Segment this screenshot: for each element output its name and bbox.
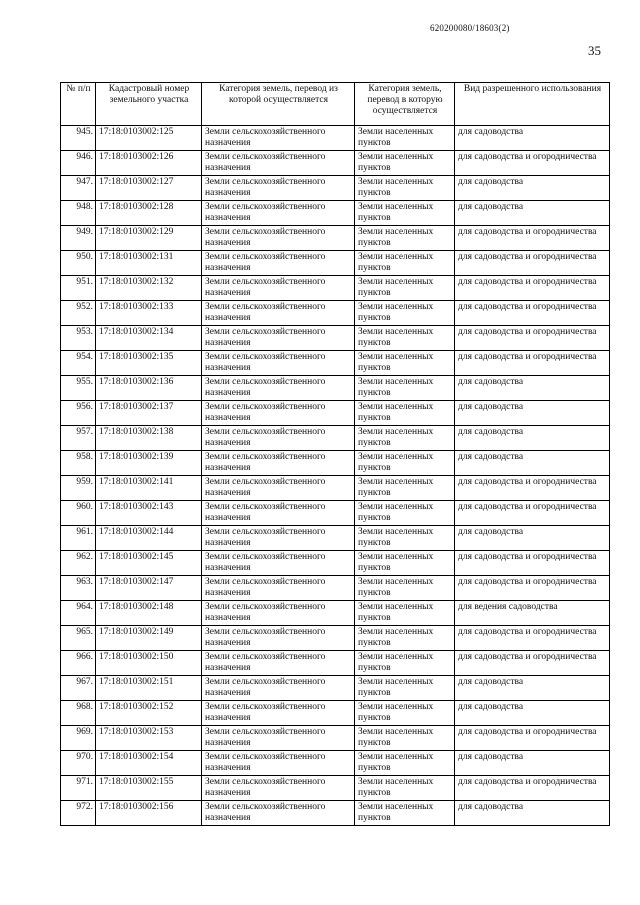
- category-from: Земли сельскохозяйственного назначения: [202, 651, 355, 676]
- category-from: Земли сельскохозяйственного назначения: [202, 401, 355, 426]
- category-to: Земли населенных пунктов: [355, 476, 455, 501]
- category-to: Земли населенных пунктов: [355, 526, 455, 551]
- row-number: 966.: [61, 651, 96, 676]
- row-number: 959.: [61, 476, 96, 501]
- permitted-use: для садоводства: [455, 676, 610, 701]
- category-to: Земли населенных пунктов: [355, 251, 455, 276]
- category-from: Земли сельскохозяйственного назначения: [202, 676, 355, 701]
- table-body: [61, 126, 610, 826]
- category-to: Земли населенных пунктов: [355, 501, 455, 526]
- row-number: 948.: [61, 201, 96, 226]
- row-number: 945.: [61, 126, 96, 151]
- category-from: Земли сельскохозяйственного назначения: [202, 501, 355, 526]
- category-from: Земли сельскохозяйственного назначения: [202, 751, 355, 776]
- table-row: [61, 576, 610, 601]
- permitted-use: для садоводства и огородничества: [455, 651, 610, 676]
- permitted-use: для садоводства: [455, 201, 610, 226]
- table-row: [61, 376, 610, 401]
- cadastral-number: 17:18:0103002:133: [96, 301, 202, 326]
- table-row: [61, 176, 610, 201]
- table-row: [61, 776, 610, 801]
- header-number: № п/п: [61, 83, 96, 126]
- permitted-use: для садоводства: [455, 401, 610, 426]
- table-row: [61, 276, 610, 301]
- category-from: Земли сельскохозяйственного назначения: [202, 701, 355, 726]
- cadastral-number: 17:18:0103002:135: [96, 351, 202, 376]
- category-from: Земли сельскохозяйственного назначения: [202, 226, 355, 251]
- cadastral-number: 17:18:0103002:141: [96, 476, 202, 501]
- category-to: Земли населенных пунктов: [355, 201, 455, 226]
- permitted-use: для садоводства и огородничества: [455, 226, 610, 251]
- permitted-use: для садоводства и огородничества: [455, 251, 610, 276]
- permitted-use: для садоводства: [455, 526, 610, 551]
- category-from: Земли сельскохозяйственного назначения: [202, 326, 355, 351]
- permitted-use: для садоводства и огородничества: [455, 551, 610, 576]
- table-row: [61, 451, 610, 476]
- table-row: [61, 476, 610, 501]
- table-row: [61, 126, 610, 151]
- permitted-use: для садоводства и огородничества: [455, 301, 610, 326]
- category-to: Земли населенных пунктов: [355, 601, 455, 626]
- table-row: [61, 201, 610, 226]
- permitted-use: для садоводства: [455, 451, 610, 476]
- category-to: Земли населенных пунктов: [355, 426, 455, 451]
- row-number: 964.: [61, 601, 96, 626]
- category-from: Земли сельскохозяйственного назначения: [202, 776, 355, 801]
- header-permitted-use: Вид разрешенного использования: [455, 83, 610, 126]
- category-to: Земли населенных пунктов: [355, 126, 455, 151]
- row-number: 963.: [61, 576, 96, 601]
- row-number: 971.: [61, 776, 96, 801]
- table-row: [61, 651, 610, 676]
- category-from: Земли сельскохозяйственного назначения: [202, 451, 355, 476]
- table-row: [61, 301, 610, 326]
- table-row: [61, 251, 610, 276]
- row-number: 967.: [61, 676, 96, 701]
- table-row: [61, 151, 610, 176]
- cadastral-number: 17:18:0103002:131: [96, 251, 202, 276]
- table-row: [61, 726, 610, 751]
- table-header-row: [61, 83, 610, 126]
- cadastral-number: 17:18:0103002:126: [96, 151, 202, 176]
- permitted-use: для садоводства: [455, 376, 610, 401]
- permitted-use: для садоводства: [455, 801, 610, 826]
- category-to: Земли населенных пунктов: [355, 301, 455, 326]
- category-to: Земли населенных пунктов: [355, 726, 455, 751]
- category-to: Земли населенных пунктов: [355, 351, 455, 376]
- land-plot-table: [60, 82, 610, 826]
- cadastral-number: 17:18:0103002:153: [96, 726, 202, 751]
- row-number: 956.: [61, 401, 96, 426]
- table-row: [61, 626, 610, 651]
- table-row: [61, 676, 610, 701]
- permitted-use: для садоводства: [455, 751, 610, 776]
- header-cadastral-number: Кадастровый номер земельного участка: [96, 83, 202, 126]
- permitted-use: для садоводства: [455, 426, 610, 451]
- cadastral-number: 17:18:0103002:149: [96, 626, 202, 651]
- category-to: Земли населенных пунктов: [355, 376, 455, 401]
- row-number: 953.: [61, 326, 96, 351]
- category-from: Земли сельскохозяйственного назначения: [202, 351, 355, 376]
- category-from: Земли сельскохозяйственного назначения: [202, 301, 355, 326]
- category-from: Земли сельскохозяйственного назначения: [202, 551, 355, 576]
- table-row: [61, 226, 610, 251]
- table-row: [61, 601, 610, 626]
- cadastral-number: 17:18:0103002:138: [96, 426, 202, 451]
- category-to: Земли населенных пунктов: [355, 451, 455, 476]
- cadastral-number: 17:18:0103002:144: [96, 526, 202, 551]
- row-number: 961.: [61, 526, 96, 551]
- permitted-use: для садоводства и огородничества: [455, 576, 610, 601]
- row-number: 965.: [61, 626, 96, 651]
- category-to: Земли населенных пунктов: [355, 401, 455, 426]
- category-from: Земли сельскохозяйственного назначения: [202, 726, 355, 751]
- permitted-use: для садоводства и огородничества: [455, 501, 610, 526]
- category-from: Земли сельскохозяйственного назначения: [202, 426, 355, 451]
- cadastral-number: 17:18:0103002:132: [96, 276, 202, 301]
- category-to: Земли населенных пунктов: [355, 576, 455, 601]
- category-from: Земли сельскохозяйственного назначения: [202, 801, 355, 826]
- cadastral-number: 17:18:0103002:127: [96, 176, 202, 201]
- row-number: 946.: [61, 151, 96, 176]
- permitted-use: для садоводства: [455, 701, 610, 726]
- permitted-use: для садоводства и огородничества: [455, 276, 610, 301]
- cadastral-number: 17:18:0103002:134: [96, 326, 202, 351]
- permitted-use: для садоводства и огородничества: [455, 776, 610, 801]
- row-number: 960.: [61, 501, 96, 526]
- permitted-use: для садоводства и огородничества: [455, 151, 610, 176]
- category-to: Земли населенных пунктов: [355, 176, 455, 201]
- row-number: 951.: [61, 276, 96, 301]
- table-row: [61, 426, 610, 451]
- header-category-to: Категория земель, перевод в которую осуществляется: [355, 83, 455, 126]
- table-row: [61, 326, 610, 351]
- cadastral-number: 17:18:0103002:152: [96, 701, 202, 726]
- table-row: [61, 526, 610, 551]
- table-row: [61, 801, 610, 826]
- permitted-use: для садоводства и огородничества: [455, 351, 610, 376]
- row-number: 949.: [61, 226, 96, 251]
- cadastral-number: 17:18:0103002:125: [96, 126, 202, 151]
- category-to: Земли населенных пунктов: [355, 226, 455, 251]
- cadastral-number: 17:18:0103002:155: [96, 776, 202, 801]
- category-to: Земли населенных пунктов: [355, 776, 455, 801]
- table-row: [61, 701, 610, 726]
- permitted-use: для садоводства и огородничества: [455, 476, 610, 501]
- row-number: 970.: [61, 751, 96, 776]
- permitted-use: для садоводства: [455, 126, 610, 151]
- category-to: Земли населенных пунктов: [355, 151, 455, 176]
- category-from: Земли сельскохозяйственного назначения: [202, 201, 355, 226]
- category-from: Земли сельскохозяйственного назначения: [202, 176, 355, 201]
- category-from: Земли сельскохозяйственного назначения: [202, 601, 355, 626]
- category-from: Земли сельскохозяйственного назначения: [202, 376, 355, 401]
- permitted-use: для садоводства: [455, 176, 610, 201]
- table-row: [61, 401, 610, 426]
- cadastral-number: 17:18:0103002:148: [96, 601, 202, 626]
- category-to: Земли населенных пунктов: [355, 676, 455, 701]
- document-registration-number: 620200080/18603(2): [430, 23, 510, 33]
- row-number: 954.: [61, 351, 96, 376]
- category-to: Земли населенных пунктов: [355, 801, 455, 826]
- table-row: [61, 551, 610, 576]
- table-row: [61, 751, 610, 776]
- row-number: 947.: [61, 176, 96, 201]
- row-number: 957.: [61, 426, 96, 451]
- table-row: [61, 351, 610, 376]
- cadastral-number: 17:18:0103002:143: [96, 501, 202, 526]
- cadastral-number: 17:18:0103002:154: [96, 751, 202, 776]
- cadastral-number: 17:18:0103002:139: [96, 451, 202, 476]
- permitted-use: для садоводства и огородничества: [455, 726, 610, 751]
- row-number: 958.: [61, 451, 96, 476]
- category-from: Земли сельскохозяйственного назначения: [202, 476, 355, 501]
- row-number: 972.: [61, 801, 96, 826]
- cadastral-number: 17:18:0103002:145: [96, 551, 202, 576]
- cadastral-number: 17:18:0103002:136: [96, 376, 202, 401]
- category-from: Земли сельскохозяйственного назначения: [202, 251, 355, 276]
- permitted-use: для ведения садоводства: [455, 601, 610, 626]
- header-category-from: Категория земель, перевод из которой осуществляется: [202, 83, 355, 126]
- permitted-use: для садоводства и огородничества: [455, 626, 610, 651]
- page-number: 35: [588, 43, 601, 58]
- category-to: Земли населенных пунктов: [355, 326, 455, 351]
- cadastral-number: 17:18:0103002:150: [96, 651, 202, 676]
- table-row: [61, 501, 610, 526]
- cadastral-number: 17:18:0103002:156: [96, 801, 202, 826]
- category-to: Земли населенных пунктов: [355, 626, 455, 651]
- category-to: Земли населенных пунктов: [355, 551, 455, 576]
- category-from: Земли сельскохозяйственного назначения: [202, 576, 355, 601]
- row-number: 952.: [61, 301, 96, 326]
- category-to: Земли населенных пунктов: [355, 701, 455, 726]
- cadastral-number: 17:18:0103002:137: [96, 401, 202, 426]
- cadastral-number: 17:18:0103002:151: [96, 676, 202, 701]
- cadastral-number: 17:18:0103002:129: [96, 226, 202, 251]
- category-to: Земли населенных пунктов: [355, 751, 455, 776]
- category-from: Земли сельскохозяйственного назначения: [202, 126, 355, 151]
- category-to: Земли населенных пунктов: [355, 276, 455, 301]
- row-number: 955.: [61, 376, 96, 401]
- category-to: Земли населенных пунктов: [355, 651, 455, 676]
- category-from: Земли сельскохозяйственного назначения: [202, 626, 355, 651]
- cadastral-number: 17:18:0103002:128: [96, 201, 202, 226]
- category-from: Земли сельскохозяйственного назначения: [202, 526, 355, 551]
- row-number: 950.: [61, 251, 96, 276]
- row-number: 962.: [61, 551, 96, 576]
- row-number: 969.: [61, 726, 96, 751]
- permitted-use: для садоводства и огородничества: [455, 326, 610, 351]
- row-number: 968.: [61, 701, 96, 726]
- category-from: Земли сельскохозяйственного назначения: [202, 151, 355, 176]
- category-from: Земли сельскохозяйственного назначения: [202, 276, 355, 301]
- cadastral-number: 17:18:0103002:147: [96, 576, 202, 601]
